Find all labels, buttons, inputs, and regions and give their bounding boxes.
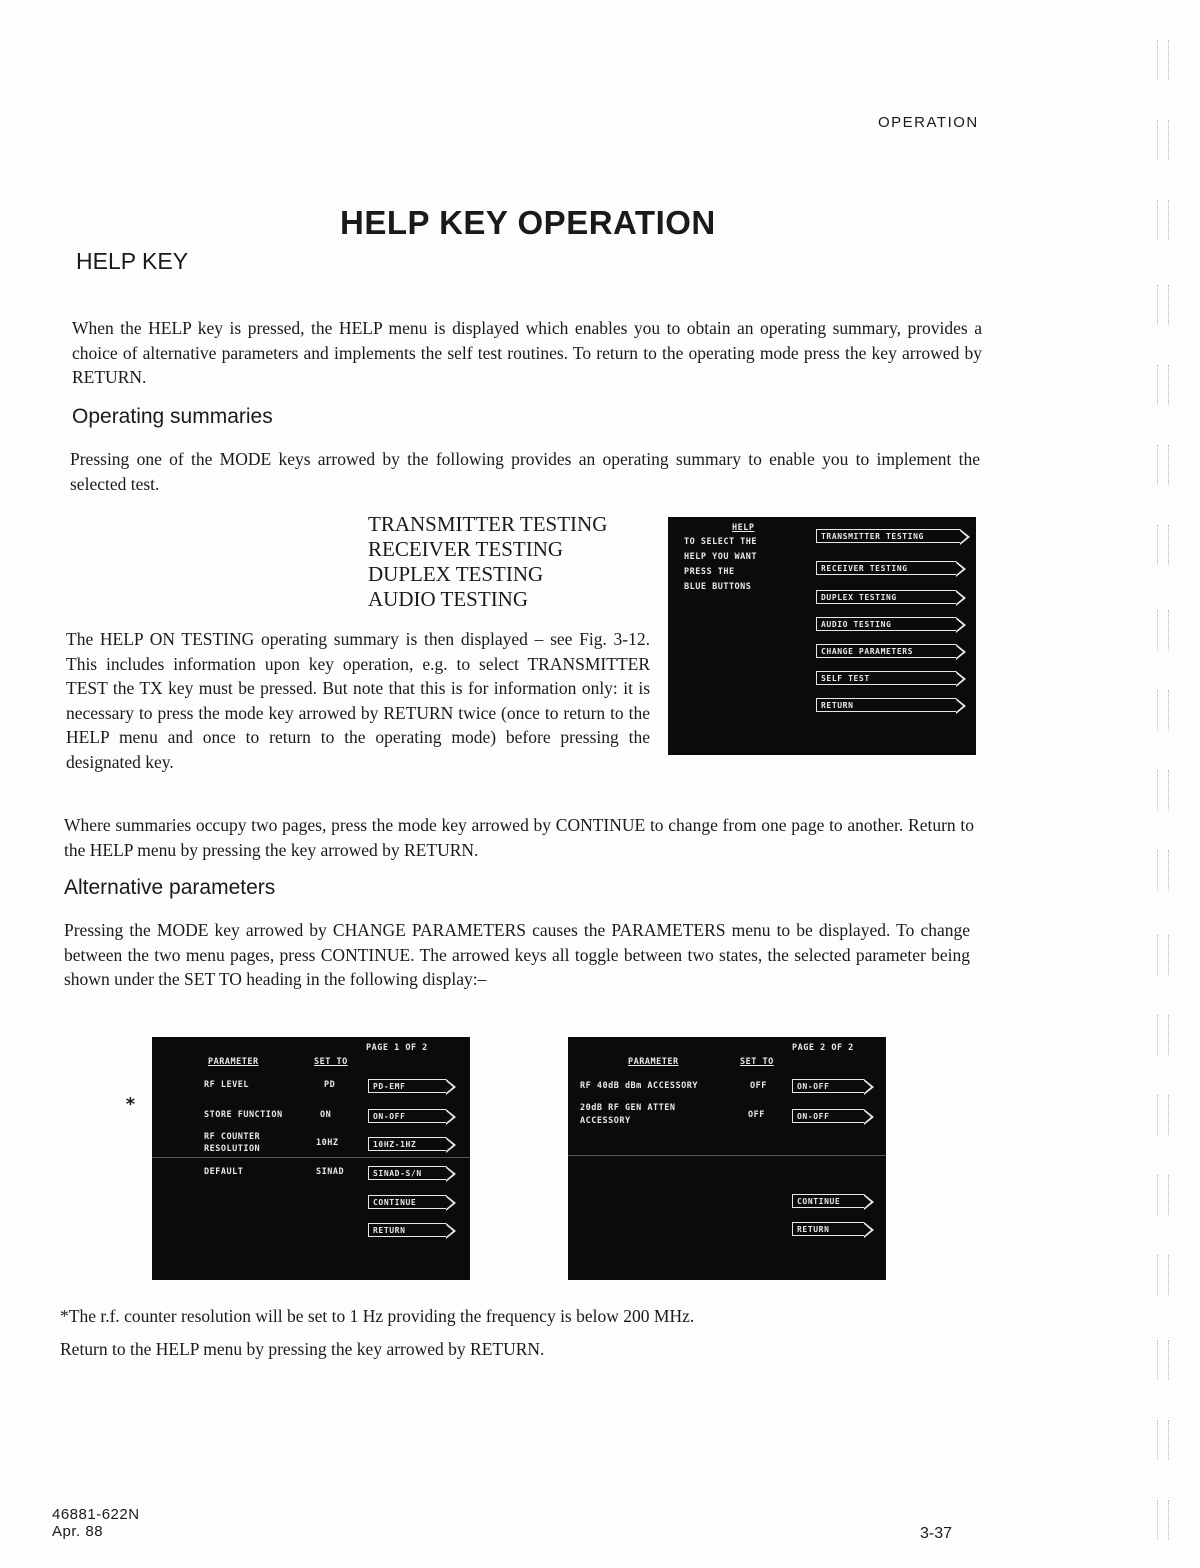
screen-divider [568, 1155, 886, 1156]
margin-mark [1157, 1340, 1169, 1380]
section-label: OPERATION [878, 114, 979, 131]
parameters-screen-page-1 [152, 1037, 470, 1280]
parameter-value: OFF [748, 1110, 765, 1120]
parameter-name: 20dB RF GEN ATTEN [580, 1103, 676, 1113]
parameter-value: 10HZ [316, 1138, 339, 1148]
set-to-column-header: SET TO [740, 1057, 774, 1067]
continue-button[interactable]: CONTINUE [792, 1194, 864, 1208]
testing-list [368, 512, 607, 612]
help-screen-line: PRESS THE [684, 567, 735, 577]
margin-mark [1157, 40, 1169, 80]
self-test-button[interactable]: SELF TEST [816, 671, 956, 685]
store-function-toggle-button[interactable]: ON-OFF [368, 1109, 446, 1123]
help-screen-line: HELP YOU WANT [684, 552, 758, 562]
set-to-column-header: SET TO [314, 1057, 348, 1067]
footnote: *The r.f. counter resolution will be set to 1 Hz providing the frequency is below 200 MHz. [60, 1306, 695, 1326]
margin-mark [1157, 200, 1169, 240]
help-menu-screen [668, 517, 976, 755]
parameter-name: STORE FUNCTION [204, 1110, 283, 1120]
rf-counter-resolution-toggle-button[interactable]: 10HZ-1HZ [368, 1137, 446, 1151]
margin-mark [1157, 610, 1169, 650]
asterisk-marker: * [125, 1094, 136, 1115]
help-key-heading: HELP KEY [76, 248, 189, 274]
margin-mark [1157, 770, 1169, 810]
help-key-paragraph: When the HELP key is pressed, the HELP menu is displayed which enables you to obtain an operating summary, provides a choice of alternative parameters and implements the self test routines. To return to the operating mode press the key arrowed by RETURN. [72, 318, 982, 387]
margin-mark [1157, 690, 1169, 730]
page-indicator: PAGE 2 OF 2 [792, 1043, 854, 1053]
parameter-name: RF COUNTER [204, 1132, 261, 1142]
parameter-value: ON [320, 1110, 332, 1120]
margin-mark [1157, 1500, 1169, 1540]
document-date: Apr. 88 [52, 1523, 104, 1540]
rf-level-toggle-button[interactable]: PD-EMF [368, 1079, 446, 1093]
help-screen-title: HELP [732, 523, 755, 533]
operating-summaries-heading: Operating summaries [72, 405, 273, 428]
change-parameters-button[interactable]: CHANGE PARAMETERS [816, 644, 956, 658]
operating-summaries-paragraph-1: Pressing one of the MODE keys arrowed by the following provides an operating summary to enable you to implement the selected test. [70, 449, 980, 494]
return-button[interactable]: RETURN [792, 1222, 864, 1236]
duplex-testing-button[interactable]: DUPLEX TESTING [816, 590, 956, 604]
audio-testing-button[interactable]: AUDIO TESTING [816, 617, 956, 631]
receiver-testing-button[interactable]: RECEIVER TESTING [816, 561, 956, 575]
margin-mark [1157, 120, 1169, 160]
return-button[interactable]: RETURN [368, 1223, 446, 1237]
alternative-parameters-heading: Alternative parameters [64, 876, 276, 899]
help-screen-line: BLUE BUTTONS [684, 582, 752, 592]
continue-button[interactable]: CONTINUE [368, 1195, 446, 1209]
margin-mark [1157, 850, 1169, 890]
parameter-value: SINAD [316, 1167, 345, 1177]
parameter-value: OFF [750, 1081, 767, 1091]
help-screen-line: TO SELECT THE [684, 537, 758, 547]
parameters-screen-page-2 [568, 1037, 886, 1280]
default-toggle-button[interactable]: SINAD-S/N [368, 1166, 446, 1180]
document-code [52, 1506, 140, 1540]
rf-accessory-toggle-button[interactable]: ON-OFF [792, 1079, 864, 1093]
margin-mark [1157, 525, 1169, 565]
parameter-name-line-2: ACCESSORY [580, 1116, 631, 1126]
margin-mark [1157, 445, 1169, 485]
page-indicator: PAGE 1 OF 2 [366, 1043, 428, 1053]
page-title: HELP KEY OPERATION [340, 204, 716, 241]
parameter-name: DEFAULT [204, 1167, 244, 1177]
testing-list-item: DUPLEX TESTING [368, 562, 544, 586]
rf-gen-atten-toggle-button[interactable]: ON-OFF [792, 1109, 864, 1123]
testing-list-item: TRANSMITTER TESTING [368, 512, 608, 536]
margin-mark [1157, 365, 1169, 405]
return-instruction: Return to the HELP menu by pressing the key arrowed by RETURN. [60, 1339, 545, 1359]
alternative-parameters-paragraph: Pressing the MODE key arrowed by CHANGE PARAMETERS causes the PARAMETERS menu to be displayed. To change between the two menu pages, press CONTINUE. The arrowed keys all toggle between two states, the selected parameter being shown under the SET TO heading in the following display:– [64, 920, 970, 989]
operating-summaries-paragraph-3: Where summaries occupy two pages, press the mode key arrowed by CONTINUE to change from one page to another. Return to the HELP menu by pressing the key arrowed by RETURN. [64, 815, 974, 860]
parameter-name: RF LEVEL [204, 1080, 249, 1090]
return-button[interactable]: RETURN [816, 698, 956, 712]
margin-mark [1157, 935, 1169, 975]
margin-mark [1157, 1420, 1169, 1460]
margin-mark [1157, 1255, 1169, 1295]
document-number: 46881-622N [52, 1506, 140, 1523]
margin-mark [1157, 1095, 1169, 1135]
parameter-column-header: PARAMETER [208, 1057, 259, 1067]
margin-mark [1157, 285, 1169, 325]
testing-list-item: RECEIVER TESTING [368, 537, 564, 561]
parameter-name: RF 40dB dBm ACCESSORY [580, 1081, 698, 1091]
screen-divider [152, 1157, 470, 1158]
parameter-name-line-2: RESOLUTION [204, 1144, 261, 1154]
page-number: 3-37 [920, 1525, 953, 1542]
parameter-column-header: PARAMETER [628, 1057, 679, 1067]
testing-list-item: AUDIO TESTING [368, 587, 529, 611]
margin-mark [1157, 1175, 1169, 1215]
margin-mark [1157, 1015, 1169, 1055]
transmitter-testing-button[interactable]: TRANSMITTER TESTING [816, 529, 960, 543]
operating-summaries-paragraph-2: The HELP ON TESTING operating summary is then displayed – see Fig. 3-12. This includes information upon key operation, e.g. to select TRANSMITTER TEST the TX key must be pressed. But note that this is for information only: it is necessary to press the mode key arrowed by RETURN twice (once to return to the HELP menu and once to return to the operating mode) before pressing the designated key. [66, 629, 650, 772]
parameter-value: PD [324, 1080, 336, 1090]
